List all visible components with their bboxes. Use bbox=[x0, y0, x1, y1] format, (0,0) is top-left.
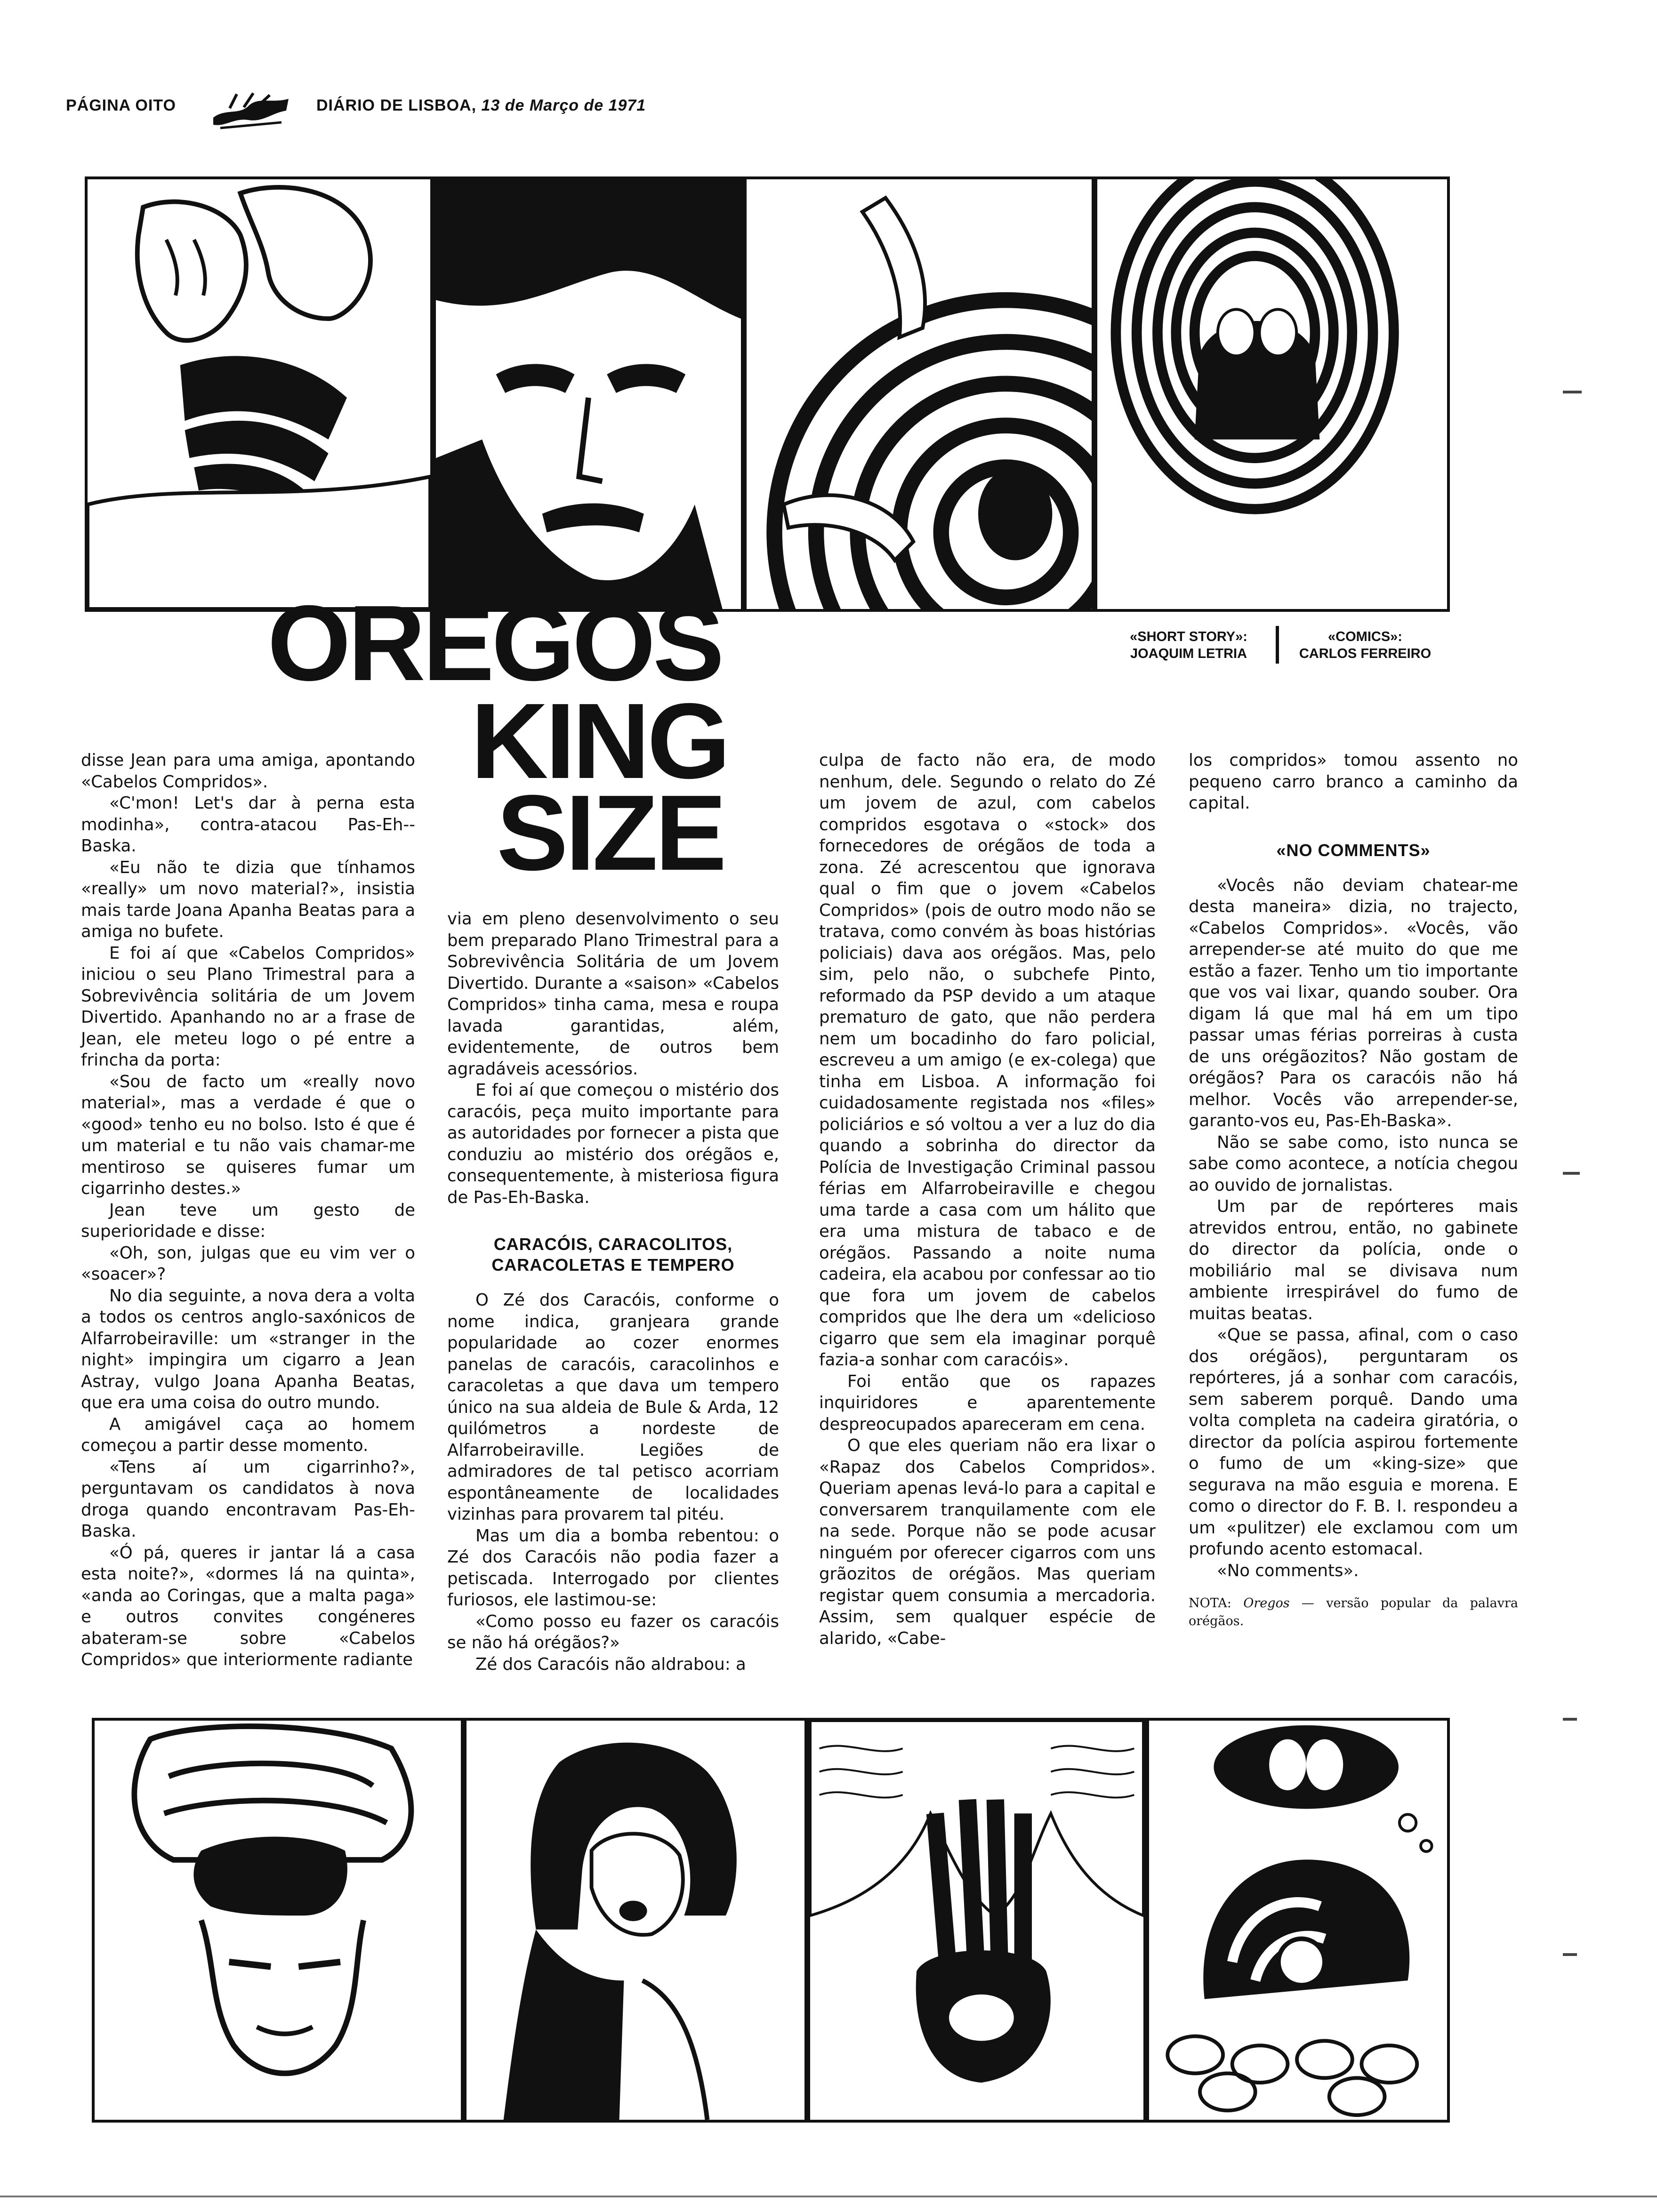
issue-date: 13 de Março de 1971 bbox=[481, 96, 646, 114]
paragraph: disse Jean para uma amiga, apontando «Cabelos Compridos». bbox=[81, 751, 415, 792]
paragraph: Jean teve um gesto de superioridade e disse: bbox=[81, 1200, 415, 1241]
comic-panel-bottom-3 bbox=[807, 1718, 1146, 2123]
margin-mark bbox=[1563, 1953, 1577, 1956]
story-label: «SHORT STORY»: bbox=[1130, 629, 1247, 644]
spiral-couple-illustration bbox=[1097, 179, 1447, 609]
comics-credit bbox=[1285, 628, 1445, 662]
hand-pattern-illustration bbox=[810, 1721, 1143, 2120]
paragraph: Um par de repórteres mais atrevidos entrou, então, no gabinete do director da polícia, onde o mobiliário mal se divisava num ambiente irrespirável do fumo de muitas beatas. bbox=[1189, 1197, 1518, 1323]
paragraph: «Tens aí um cigarrinho?», perguntavam os candidatos à nova droga quando encontravam Pas-Eh-Baska. bbox=[81, 1457, 415, 1541]
paragraph: culpa de facto não era, de modo nenhum, dele. Segundo o relato do Zé um jovem de azul, com cabelos compridos esgotava o «stock» dos fornecedores de orégãos de toda a zona. Zé acrescentou que ignorava qual o fim que o jovem «Cabelos Compridos» (pois de outro modo não se tratava, como convém às boas histórias policiais) dava aos orégãos. Mas, pelo sim, pelo não, o subchefe Pinto, reformado da PSP devido a um ataque prematuro de gato, que não perdera nem um bocadinho do faro policial, escreveu a um amigo (e ex-colega) que tinha em Lisboa. A informação foi cuidadosamente registada nos «files» policiários e só voltou a ver a luz do dia quando a sobrinha do director da Polícia de Investigação Criminal passou férias em Alfarrobeiraville e chegou uma tarde a casa com um hálito que era uma mistura de tabaco e de orégãos. Passando a noite numa cadeira, ela acabou por confessar ao tio que fora um jovem de cabelos compridos que lhe dera um «delicioso cigarro que sem ela imaginar porquê fazia-a sonhar com caracóis». bbox=[819, 751, 1156, 1370]
paragraph: Mas um dia a bomba rebentou: o Zé dos Caracóis não podia fazer a petiscada. Interrogado por clientes furiosos, ele lastimou-se: bbox=[447, 1526, 779, 1610]
woman-figure-illustration bbox=[88, 179, 430, 609]
page-bottom-edge bbox=[0, 2196, 1657, 2197]
paragraph: E foi aí que «Cabelos Compridos» iniciou o seu Plano Trimestral para a Sobrevivência solitária de um Jovem Divertido. Apanhando no ar a frase de Jean, ele meteu logo o pé entre a frincha da porta: bbox=[81, 943, 415, 1070]
comic-panel-top-1 bbox=[85, 176, 433, 612]
screaming-woman-illustration bbox=[467, 1721, 804, 2120]
paragraph: los compridos» tomou assento no pequeno carro branco a caminho da capital. bbox=[1189, 751, 1518, 813]
mask-face-illustration bbox=[95, 1721, 461, 2120]
margin-mark bbox=[1563, 391, 1582, 393]
article-column-2 bbox=[447, 908, 779, 1675]
concentric-rings-hands-illustration bbox=[747, 179, 1092, 609]
headline-line-3: SIZE bbox=[497, 773, 724, 893]
comic-panel-top-4 bbox=[1094, 176, 1450, 612]
paragraph: «Que se passa, afinal, com o caso dos orégãos), perguntaram os repórteres, já a sonhar com caracóis, sem saberem porquê. Dando uma volta completa na cadeira giratória, o director da polícia aspirou fortemente o fumo de um «king-size» que segurava na mão esguia e morena. E como o director do F. B. I. respondeu a um «pulitzer) ele exclamou com um profundo acento estomacal. bbox=[1189, 1325, 1518, 1559]
paragraph: Não se sabe como, isto nunca se sabe como acontece, a notícia chegou ao ouvido de jornalistas. bbox=[1189, 1132, 1518, 1195]
paragraph: No dia seguinte, a nova dera a volta a todos os centros anglo-saxónicos de Alfarrobeiraville: um «stranger in the night» impingira um cigarro a Jean Astray, vulgo Joana Apanha Beatas, que era uma coisa do outro mundo. bbox=[81, 1286, 415, 1412]
story-credit bbox=[1109, 628, 1269, 662]
subheading-caracois: CARACÓIS, CARACOLITOS, CARACOLETAS E TEMPERO bbox=[491, 1234, 735, 1274]
paragraph: «Sou de facto um «really novo material», mas a verdade é que o «good» tenho eu no bolso. Isto é que é um material e tu não vais chamar-me mentiroso se quiseres fumar um cigarrinho destes.» bbox=[81, 1072, 415, 1198]
comic-panel-bottom-4 bbox=[1146, 1718, 1450, 2123]
paragraph: «C'mon! Let's dar à perna esta modinha», contra-atacou Pas-Eh--Baska. bbox=[81, 793, 415, 856]
newspaper-emblem-icon bbox=[211, 89, 291, 132]
paragraph: «Vocês não deviam chatear-me desta maneira» dizia, no trajecto, «Cabelos Compridos». «Vocês, vão arrepender-se até muito do que me estão a fazer. Tenho um tio importante que vos vai lixar, quando souber. Ora digam lá que mal há em um tipo passar umas férias porreiras à custa de uns orégãozitos? Não gostam de orégãos? Para os caracóis não há melhor. Vocês vão arrepender-se, garanto-vos eu, Pas-Eh-Baska». bbox=[1189, 875, 1518, 1130]
paragraph: A amigável caça ao homem começou a partir desse momento. bbox=[81, 1414, 415, 1455]
article-column-4 bbox=[1189, 750, 1518, 1630]
subheading-no-comments: «NO COMMENTS» bbox=[1276, 840, 1431, 860]
article-column-3 bbox=[819, 750, 1156, 1649]
footnote-label: NOTA: bbox=[1189, 1596, 1231, 1611]
comics-author: CARLOS FERREIRO bbox=[1299, 646, 1432, 661]
comic-panel-bottom-1 bbox=[92, 1718, 464, 2123]
paragraph: Zé dos Caracóis não aldrabou: a bbox=[475, 1654, 746, 1674]
man-face-illustration bbox=[436, 179, 741, 609]
headline-line-2: KING bbox=[471, 681, 728, 801]
paragraph: «Ó pá, queres ir jantar lá a casa esta noite?», «dormes lá na quinta», «anda ao Coringas, que a malta paga» e outros convites congéneres abateram-se sobre «Cabelos Compridos» que interiormente radiante bbox=[81, 1543, 415, 1669]
footnote-text: — versão popular da palavra orégãos. bbox=[1189, 1596, 1518, 1628]
paragraph: O Zé dos Caracóis, conforme o nome indica, granjeara grande popularidade ao cozer enormes panelas de caracóis, caracolinhos e caracoletas a que dava um tempero único na sua aldeia de Bule & Arda, 12 quilómetros a nordeste de Alfarrobeiraville. Legiões de admiradores de tal petisco acorriam espontâneamente de localidades vizinhas para provarem tal pitéu. bbox=[447, 1290, 779, 1524]
page-label: PÁGINA OITO bbox=[66, 96, 176, 114]
paragraph: «Eu não te dizia que tínhamos «really» um novo material?», insistia mais tarde Joana Apanha Beatas para a amiga no bufete. bbox=[81, 858, 415, 941]
comic-panel-bottom-2 bbox=[464, 1718, 807, 2123]
margin-mark bbox=[1563, 1172, 1580, 1175]
paragraph: Foi então que os rapazes inquiridores e aparentemente despreocupados apareceram em cena. bbox=[819, 1371, 1156, 1434]
headline-line-1: OREGOS bbox=[267, 584, 722, 703]
snail-thought-bubble-illustration bbox=[1149, 1721, 1447, 2120]
paragraph: «Oh, son, julgas que eu vim ver o «soacer»? bbox=[81, 1243, 415, 1284]
paragraph: «No comments». bbox=[1217, 1561, 1359, 1580]
footnote bbox=[1189, 1595, 1518, 1630]
comics-label: «COMICS»: bbox=[1328, 629, 1402, 644]
paragraph: via em pleno desenvolvimento o seu bem preparado Plano Trimestral para a Sobrevivência Solitária de um Jovem Divertido. Durante a «saison» «Cabelos Compridos» tinha cama, mesa e roupa lavada garantidas, além, evidentemente, de outros bem agradáveis acessórios. bbox=[447, 909, 779, 1079]
footnote-word: Oregos bbox=[1243, 1596, 1290, 1611]
newspaper-name: DIÁRIO DE LISBOA, bbox=[316, 96, 477, 114]
comic-panel-top-3 bbox=[744, 176, 1094, 612]
paragraph: E foi aí que começou o mistério dos caracóis, peça muito importante para as autoridades por fornecer a pista que conduziu ao mistério dos orégãos e, consequentemente, à misteriosa figura de Pas-Eh-Baska. bbox=[447, 1081, 779, 1207]
comic-panel-top-2 bbox=[433, 176, 744, 612]
article-column-1 bbox=[81, 750, 415, 1671]
story-author: JOAQUIM LETRIA bbox=[1130, 646, 1247, 661]
paragraph: «Como posso eu fazer os caracóis se não há orégãos?» bbox=[447, 1611, 779, 1652]
paragraph: O que eles queriam não era lixar o «Rapaz dos Cabelos Compridos». Queriam apenas levá-lo para a capital e conversarem tranquilamente com ele na sede. Porque não se pode acusar ninguém por oferecer cigarros com uns grãozitos de orégãos. Mas queriam registar quem consumia a mercadoria. Assim, sem qualquer espécie de alarido, «Cabe- bbox=[819, 1436, 1156, 1648]
margin-mark bbox=[1563, 1718, 1577, 1721]
credit-divider bbox=[1276, 626, 1279, 664]
